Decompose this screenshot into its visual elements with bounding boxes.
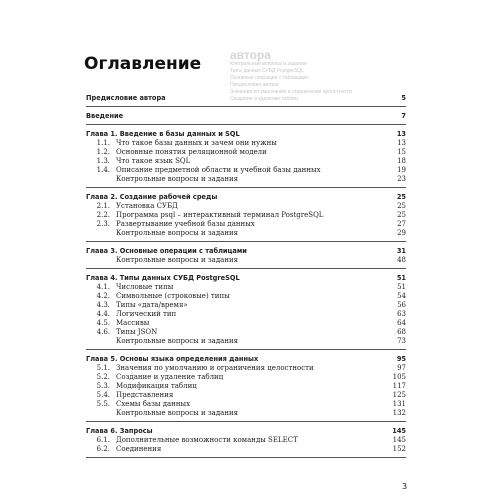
ghost-line: Типы данных СУБД PostgreSQL [230,68,304,74]
section-number: 5.3. [96,382,110,390]
toc-section-entry-label: Схемы базы данных [116,400,191,408]
toc-section-entry-label: Контрольные вопросы и задания [116,337,239,345]
toc-chapter-entry-label: Глава 4. Типы данных СУБД PostgreSQL [86,274,240,282]
toc-section-entry-label: Описание предметной области и учебной базы данных [116,166,321,174]
toc-section-entry-label: Контрольные вопросы и задания [116,256,239,264]
toc-section-entry-label: Что такое базы данных и зачем они нужны [116,139,277,147]
toc-section-entry-label: Что такое язык SQL [116,157,191,165]
section-number: 4.2. [96,292,110,300]
toc-section-entry [86,211,406,220]
page-number-entry: 25 [396,193,406,201]
toc-section-entry [86,382,406,391]
toc-front-entry [86,94,406,103]
toc-section-entry [86,391,406,400]
section-number: 2.1. [96,202,110,210]
table-of-contents [86,94,406,463]
toc-section-entry-label: Контрольные вопросы и задания [116,409,239,417]
section-number: 5.4. [96,391,110,399]
toc-chapter-entry [86,355,406,364]
toc-divider [86,187,406,188]
ghost-line: Создание и удаление таблиц [230,96,298,102]
toc-section-entry [86,175,406,184]
toc-section-entry [86,364,406,373]
section-number: 4.3. [96,301,110,309]
page-number-entry: 48 [397,256,406,264]
ghost-title: автора [230,48,271,62]
toc-front-entry [86,112,406,121]
page-number-entry: 54 [397,292,406,300]
toc-divider [86,421,406,422]
toc-section-entry [86,283,406,292]
toc-section-entry [86,301,406,310]
page-number: 3 [402,482,408,491]
toc-section-entry-label: Модификация таблиц [116,382,197,390]
toc-section-entry-label: Массивы [116,319,150,327]
toc-section-entry [86,319,406,328]
ghost-line: Значения по умолчанию и ограничения целостности [230,89,352,95]
page-number-entry: 152 [392,445,406,453]
toc-section-entry-label: Основные понятия реляционной модели [116,148,267,156]
page-number-entry: 56 [397,301,406,309]
ghost-line: Основные операции с таблицами [230,75,308,81]
toc-section-entry [86,409,406,418]
ghost-line: Предисловие автора [230,82,279,88]
page-number-entry: 117 [392,382,406,390]
toc-chapter-entry [86,427,406,436]
toc-chapter-entry [86,274,406,283]
page-number-entry: 131 [392,400,406,408]
section-number: 6.2. [96,445,110,453]
toc-section-entry [86,157,406,166]
page-number-entry: 97 [397,364,406,372]
page-number-entry: 125 [392,391,406,399]
page-number-entry: 145 [392,427,406,435]
toc-front-entry-label: Предисловие автора [86,94,166,102]
page-number-entry: 15 [397,148,406,156]
page-number-entry: 13 [397,139,406,147]
toc-section-entry-label: Логический тип [116,310,177,318]
toc-section-entry [86,229,406,238]
section-number: 5.1. [96,364,110,372]
page-number-entry: 95 [396,355,406,363]
page-number-entry: 5 [401,94,406,102]
toc-section-entry [86,400,406,409]
toc-divider [86,241,406,242]
page-number-entry: 105 [392,373,406,381]
toc-section-entry-label: Дополнительные возможности команды SELECT [116,436,298,444]
toc-section-entry-label: Значения по умолчанию и ограничения целостности [116,364,314,372]
toc-chapter-entry-label: Глава 5. Основы языка определения данных [86,355,259,363]
toc-chapter-entry-label: Глава 3. Основные операции с таблицами [86,247,247,255]
toc-section-entry [86,256,406,265]
page-number-entry: 25 [397,211,406,219]
page-number-entry: 68 [397,328,406,336]
toc-section-entry [86,139,406,148]
toc-section-entry [86,436,406,445]
toc-section-entry-label: Контрольные вопросы и задания [116,175,239,183]
toc-divider [86,349,406,350]
toc-section-entry-label: Контрольные вопросы и задания [116,229,239,237]
page-title: Оглавление [84,54,202,74]
section-number: 6.1. [96,436,110,444]
page-number-entry: 132 [392,409,406,417]
section-number: 2.3. [96,220,110,228]
toc-divider [86,124,406,125]
toc-chapter-entry-label: Глава 1. Введение в базы данных и SQL [86,130,240,138]
section-number: 2.2. [96,211,110,219]
page-number-entry: 25 [397,202,406,210]
page-number-entry: 51 [397,283,406,291]
section-number: 1.3. [96,157,110,165]
toc-section-entry-label: Создание и удаление таблиц [116,373,224,381]
page-number-entry: 23 [397,175,406,183]
toc-chapter-entry-label: Глава 2. Создание рабочей среды [86,193,218,201]
toc-divider [86,106,406,107]
toc-section-entry-label: Типы «дата/время» [116,301,188,309]
toc-section-entry [86,166,406,175]
section-number: 4.1. [96,283,110,291]
toc-section-entry [86,337,406,346]
toc-section-entry-label: Развертывание учебной базы данных [116,220,255,228]
toc-section-entry [86,310,406,319]
toc-section-entry [86,148,406,157]
toc-chapter-entry [86,130,406,139]
section-number: 4.6. [96,328,110,336]
toc-section-entry [86,445,406,454]
toc-section-entry-label: Представления [116,391,174,399]
toc-chapter-entry [86,247,406,256]
ghost-line: Контрольные вопросы и задания [230,61,307,67]
page-number-entry: 31 [396,247,406,255]
toc-divider [86,268,406,269]
section-number: 5.5. [96,400,110,408]
section-number: 4.4. [96,310,110,318]
toc-section-entry-label: Соединения [116,445,162,453]
toc-section-entry [86,373,406,382]
section-number: 1.2. [96,148,110,156]
toc-section-entry-label: Символьные (строковые) типы [116,292,230,300]
page-number-entry: 29 [397,229,406,237]
toc-front-entry-label: Введение [86,112,124,120]
toc-section-entry-label: Числовые типы [116,283,174,291]
page-number-entry: 64 [397,319,406,327]
page-number-entry: 13 [396,130,406,138]
page-number-entry: 27 [397,220,406,228]
toc-chapter-entry-label: Глава 6. Запросы [86,427,153,435]
section-number: 1.4. [96,166,110,174]
toc-section-entry [86,328,406,337]
page-number-entry: 7 [401,112,406,120]
page-number-entry: 51 [396,274,406,282]
page-number-entry: 73 [397,337,406,345]
toc-section-entry-label: Программа psql – интерактивный терминал PostgreSQL [116,211,324,219]
section-number: 5.2. [96,373,110,381]
toc-section-entry-label: Типы JSON [116,328,158,336]
toc-section-entry [86,292,406,301]
toc-chapter-entry [86,193,406,202]
section-number: 4.5. [96,319,110,327]
page-number-entry: 63 [397,310,406,318]
toc-section-entry [86,220,406,229]
page-number-entry: 19 [397,166,406,174]
toc-divider [86,457,406,458]
page-number-entry: 145 [392,436,406,444]
page-number-entry: 18 [397,157,406,165]
section-number: 1.1. [96,139,110,147]
toc-section-entry [86,202,406,211]
toc-section-entry-label: Установка СУБД [116,202,178,210]
